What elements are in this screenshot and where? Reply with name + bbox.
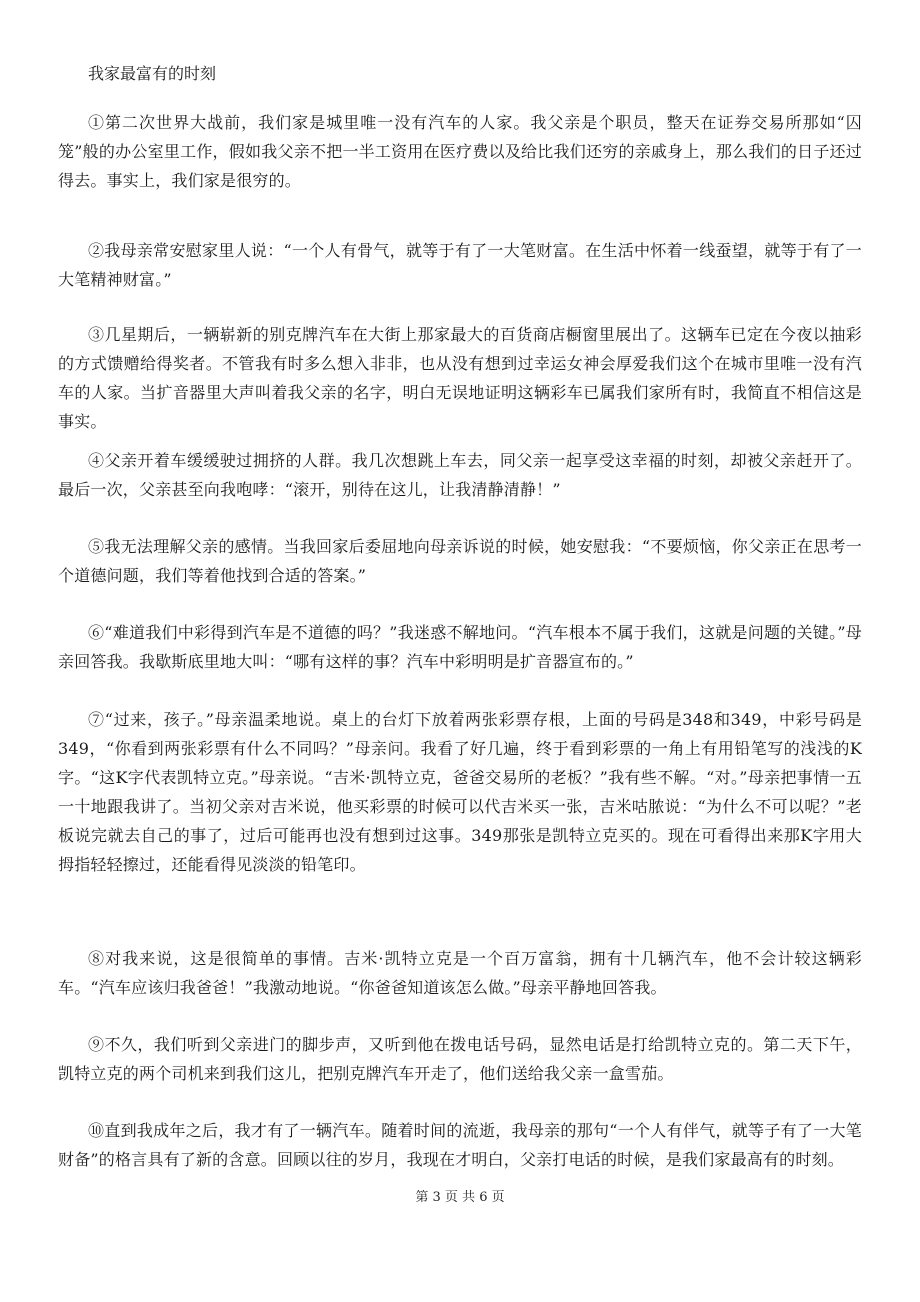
- paragraph-2: ②我母亲常安慰家里人说：“一个人有骨气，就等于有了一大笔财富。在生活中怀着一线蚕望，就等于有了一大笔精神财富。”: [58, 241, 862, 289]
- paragraph-9: ⑨不久，我们听到父亲进门的脚步声，又听到他在拨电话号码，显然电话是打给凯特立克的。第二天下午，凯特立克的两个司机来到我们这儿，把别克牌汽车开走了，他们送给我父亲一盒雪茄。: [58, 1035, 862, 1083]
- paragraph-4: ④父亲开着车缓缓驶过拥挤的人群。我几次想跳上车去，同父亲一起享受这幸福的时刻，却被父亲赶开了。最后一次，父亲甚至向我咆哮：“滚开，别待在这儿，让我清静清静！”: [58, 451, 862, 499]
- paragraph-7: ⑦“过来，孩子。”母亲温柔地说。桌上的台灯下放着两张彩票存根，上面的号码是348和349，中彩号码是349，“你看到两张彩票有什么不同吗？”母亲问。我看了好几遍，终于看到彩票的一角上有用铅笔写的浅浅的K字。“这K字代表凯特立克。”母亲说。“吉米·凯特立克，爸爸交易所的老板？”我有些不解。“对。”母亲把事情一五一十地跟我讲了。当初父亲对吉米说，他买彩票的时候可以代吉米买一张，吉米咕脓说：“为什么不可以呢？”老板说完就去自己的事了，过后可能再也没有想到过这事。349那张是凯特立克买的。现在可看得出来那K字用大拇指轻轻擦过，还能看得见淡淡的铅笔印。: [58, 710, 862, 874]
- paragraph-10: ⑩直到我成年之后，我才有了一辆汽车。随着时间的流逝，我母亲的那句“一个人有伴气，就等子有了一大笔财备”的格言具有了新的含意。回顾以往的岁月，我现在才明白，父亲打电话的时候，是我们家最高有的时刻。: [58, 1121, 862, 1169]
- page-number-footer: 第 3 页 共 6 页: [415, 1190, 505, 1205]
- paragraph-5: ⑤我无法理解父亲的感情。当我回家后委屈地向母亲诉说的时候，她安慰我：“不要烦恼，你父亲正在思考一个道德问题，我们等着他找到合适的答案。”: [58, 537, 862, 585]
- paragraph-8: ⑧对我来说，这是很简单的事情。吉米·凯特立克是一个百万富翁，拥有十几辆汽车，他不会计较这辆彩车。“汽车应该归我爸爸！”我激动地说。“你爸爸知道该怎么做。”母亲平静地回答我。: [58, 949, 862, 997]
- paragraph-1: ①第二次世界大战前，我们家是城里唯一没有汽车的人家。我父亲是个职员，整天在证券交易所那如“囚笼”般的办公室里工作，假如我父亲不把一半工资用在医疗费以及给比我们还穷的亲戚身上，那么我们的日子还过得去。事实上，我们家是很穷的。: [58, 113, 862, 190]
- paragraph-6: ⑥“难道我们中彩得到汽车是不道德的吗？”我迷惑不解地问。“汽车根本不属于我们，这就是问题的关键。”母亲回答我。我歇斯底里地大叫：“哪有这样的事？汽车中彩明明是扩音器宣布的。”: [58, 623, 862, 671]
- article-title: 我家最富有的时刻: [88, 64, 217, 83]
- paragraph-3: ③几星期后，一辆崭新的别克牌汽车在大街上那家最大的百货商店橱窗里展出了。这辆车已定在今夜以抽彩的方式馈赠给得奖者。不管我有时多么想入非非，也从没有想到过幸运女神会厚爱我们这个在城市里唯一没有汽车的人家。当扩音器里大声叫着我父亲的名字，明白无误地证明这辆彩车已属我们家所有时，我简直不相信这是事实。: [58, 325, 862, 431]
